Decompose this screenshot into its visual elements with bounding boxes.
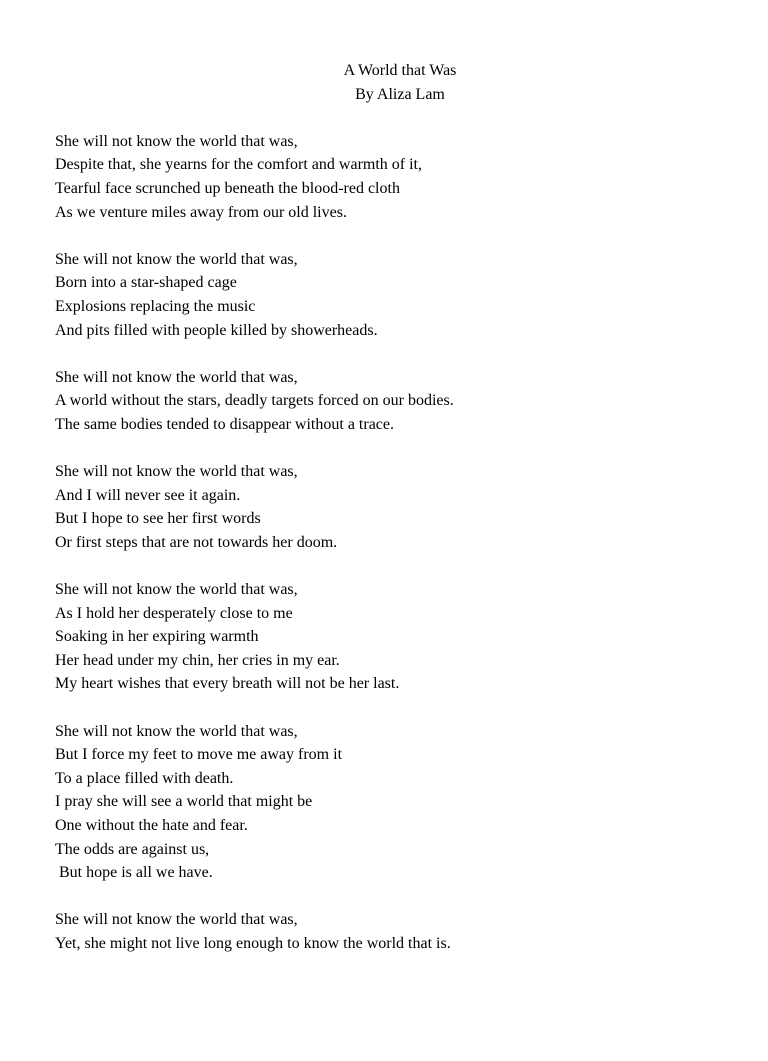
poem-byline: By Aliza Lam: [355, 85, 445, 103]
poem-line: But I hope to see her first words: [55, 510, 261, 528]
poem-line: She will not know the world that was,: [55, 722, 298, 740]
poem-line: Explosions replacing the music: [55, 297, 256, 315]
poem-line: A world without the stars, deadly targets forced on our bodies.: [55, 392, 454, 410]
stanza-5: [55, 578, 745, 696]
stanza-1: [55, 130, 745, 224]
poem-line: But hope is all we have.: [55, 864, 213, 882]
poem-line: As I hold her desperately close to me: [55, 604, 293, 622]
poem-line: As we venture miles away from our old lives.: [55, 203, 347, 221]
poem-line: Despite that, she yearns for the comfort and warmth of it,: [55, 156, 422, 174]
poem-line: And I will never see it again.: [55, 486, 241, 504]
stanza-7: [55, 908, 745, 955]
poem-title: A World that Was: [343, 62, 457, 79]
poem-line: She will not know the world that was,: [55, 463, 298, 481]
poem-line: But I force my feet to move me away from it: [55, 746, 343, 764]
poem-line: Soaking in her expiring warmth: [55, 628, 259, 646]
poem-line: She will not know the world that was,: [55, 132, 298, 150]
poem-line: The odds are against us,: [55, 840, 210, 858]
poem-line: The same bodies tended to disappear without a trace.: [55, 415, 394, 433]
poem-line: Tearful face scrunched up beneath the blood-red cloth: [55, 179, 400, 197]
poem-line: To a place filled with death.: [55, 769, 234, 787]
poem-line: She will not know the world that was,: [55, 581, 298, 599]
stanza-6: [55, 720, 745, 885]
poem-line: Yet, she might not live long enough to know the world that is.: [55, 934, 451, 952]
poem-line: One without the hate and fear.: [55, 817, 248, 834]
poem-line: She will not know the world that was,: [55, 368, 298, 386]
poem-header: [55, 59, 745, 106]
poem-line: Her head under my chin, her cries in my ear.: [55, 651, 340, 669]
poem-line: And pits filled with people killed by showerheads.: [55, 321, 378, 339]
poem-line: My heart wishes that every breath will not be her last.: [55, 675, 400, 693]
stanza-4: [55, 460, 745, 554]
poem-line: She will not know the world that was,: [55, 250, 298, 268]
poem-line: I pray she will see a world that might be: [55, 793, 313, 811]
poem-line: She will not know the world that was,: [55, 911, 298, 929]
poem-line: Born into a star-shaped cage: [55, 274, 237, 292]
stanza-3: [55, 366, 745, 437]
stanza-2: [55, 248, 745, 342]
poem-line: Or first steps that are not towards her doom.: [55, 533, 338, 551]
